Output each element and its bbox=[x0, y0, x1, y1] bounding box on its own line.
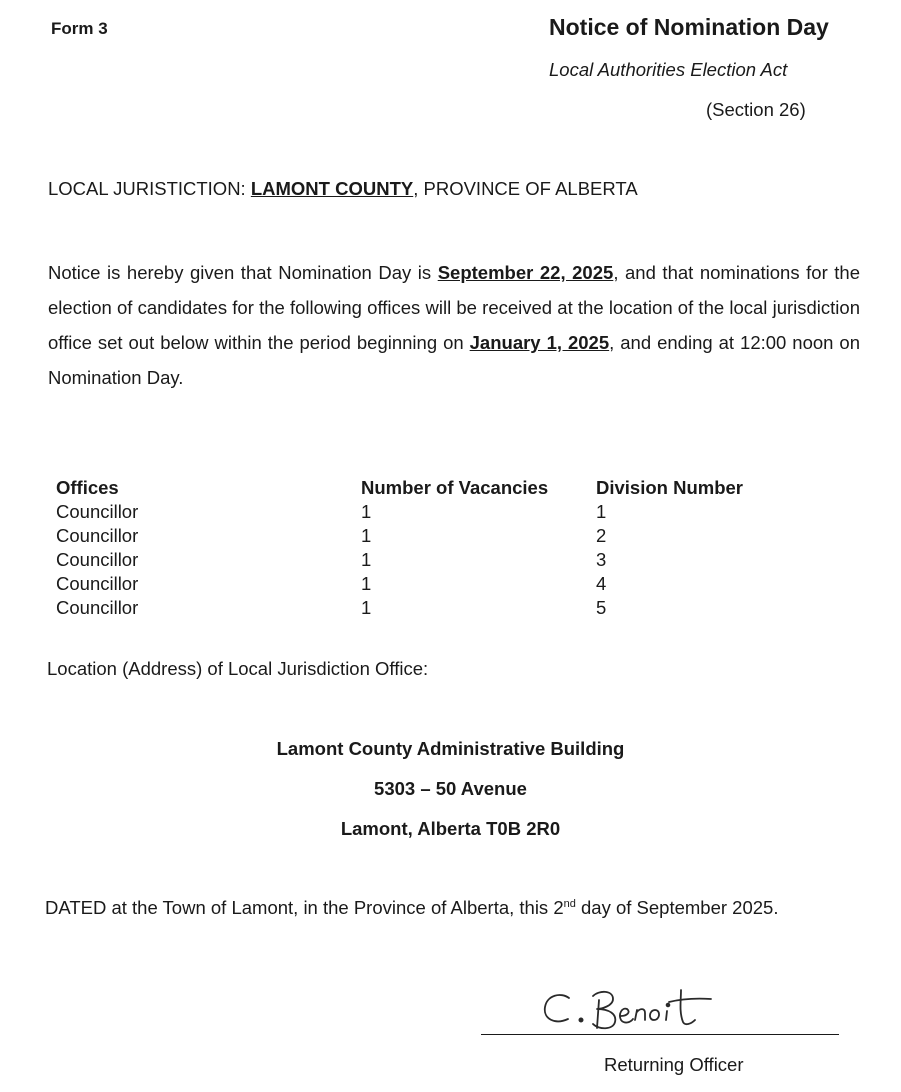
jurisdiction-prefix: LOCAL JURISTICTION: bbox=[48, 178, 251, 199]
act-name: Local Authorities Election Act bbox=[549, 59, 788, 80]
division-cell: 4 bbox=[596, 573, 607, 594]
header-offices: Offices bbox=[56, 477, 119, 498]
notice-title: Notice of Nomination Day bbox=[549, 14, 829, 40]
local-jurisdiction bbox=[48, 178, 638, 200]
table-header bbox=[56, 476, 816, 500]
dated-ordinal: nd bbox=[563, 898, 576, 910]
office-cell: Councillor bbox=[56, 549, 139, 570]
office-cell: Councillor bbox=[56, 525, 139, 546]
office-cell: Councillor bbox=[56, 573, 139, 594]
header-vacancies: Number of Vacancies bbox=[361, 477, 549, 498]
division-cell: 5 bbox=[596, 597, 607, 618]
signature-line bbox=[481, 1034, 839, 1035]
notice-text-2: , and that nominations for the election of candidates for the following offices will be received at the location of the local jurisdiction office set out below within the period beginning on bbox=[48, 262, 860, 353]
vacancies-cell: 1 bbox=[361, 549, 372, 570]
address-city: Lamont, Alberta T0B 2R0 bbox=[340, 818, 561, 839]
dated-text-2: day of September 2025. bbox=[575, 897, 779, 918]
office-cell: Councillor bbox=[56, 597, 139, 618]
dated-statement bbox=[45, 897, 778, 919]
form-label: Form 3 bbox=[51, 19, 108, 38]
period-start-date: January 1, 2025 bbox=[469, 332, 610, 353]
jurisdiction-suffix: , PROVINCE OF ALBERTA bbox=[413, 178, 638, 199]
section-reference: (Section 26) bbox=[706, 99, 806, 120]
returning-officer-title: Returning Officer bbox=[604, 1054, 744, 1075]
notice-paragraph bbox=[48, 255, 860, 395]
vacancies-cell: 1 bbox=[361, 525, 372, 546]
division-cell: 2 bbox=[596, 525, 607, 546]
address-building: Lamont County Administrative Building bbox=[276, 738, 625, 759]
table-row bbox=[56, 596, 816, 620]
vacancies-cell: 1 bbox=[361, 573, 372, 594]
nomination-date: September 22, 2025 bbox=[437, 262, 614, 283]
table-row bbox=[56, 572, 816, 596]
offices-table bbox=[56, 476, 816, 620]
office-cell: Councillor bbox=[56, 501, 139, 522]
division-cell: 3 bbox=[596, 549, 607, 570]
signature bbox=[535, 982, 765, 1038]
notice-text-1: Notice is hereby given that Nomination Day is bbox=[48, 262, 438, 283]
table-row bbox=[56, 500, 816, 524]
location-label: Location (Address) of Local Jurisdiction Office: bbox=[47, 658, 429, 679]
notice-text-3: , and ending at 12:00 noon on Nomination Day. bbox=[48, 332, 860, 388]
vacancies-cell: 1 bbox=[361, 597, 372, 618]
table-row bbox=[56, 548, 816, 572]
header-division: Division Number bbox=[596, 477, 743, 498]
dated-text-1: DATED at the Town of Lamont, in the Province of Alberta, this 2 bbox=[45, 897, 564, 918]
address-street: 5303 – 50 Avenue bbox=[374, 778, 527, 799]
vacancies-cell: 1 bbox=[361, 501, 372, 522]
table-row bbox=[56, 524, 816, 548]
division-cell: 1 bbox=[596, 501, 607, 522]
jurisdiction-name: LAMONT COUNTY bbox=[250, 178, 414, 199]
